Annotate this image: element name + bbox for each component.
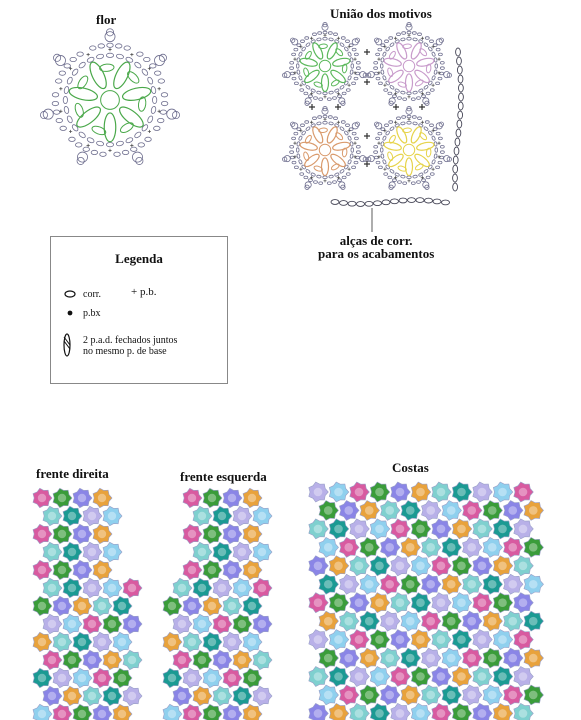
uniao-title: União dos motivos xyxy=(330,6,432,21)
flower-motif xyxy=(350,556,370,576)
flower-motif xyxy=(319,537,339,557)
flor-title: flor xyxy=(96,12,117,27)
flower-motif xyxy=(411,519,431,539)
flower-motif xyxy=(243,488,262,507)
flower-motif xyxy=(514,519,534,539)
flower-motif xyxy=(33,596,52,615)
flower-motif xyxy=(309,519,329,539)
flower-motif xyxy=(391,630,411,650)
flower-motif xyxy=(329,482,349,502)
flower-motif xyxy=(83,614,102,633)
flower-motif xyxy=(63,542,82,561)
flower-motif xyxy=(504,501,524,521)
flower-motif xyxy=(309,482,329,502)
flower-motif xyxy=(73,488,92,507)
flower-motif xyxy=(370,482,390,502)
flower-motif xyxy=(350,482,370,502)
flower-motif xyxy=(33,560,52,579)
flower-motif xyxy=(233,542,252,561)
flower-motif xyxy=(340,648,360,668)
flower-motif xyxy=(391,667,411,687)
flower-motif xyxy=(493,593,513,613)
flower-motif xyxy=(370,667,390,687)
flower-motif xyxy=(319,648,339,668)
flower-motif xyxy=(452,630,472,650)
flower-motif xyxy=(432,703,452,720)
flower-motif xyxy=(524,648,544,668)
flower-motif xyxy=(360,648,380,668)
flower-motif xyxy=(73,524,92,543)
flower-motif xyxy=(213,614,232,633)
flower-motif xyxy=(93,704,112,720)
flower-motif xyxy=(103,578,122,597)
flower-motif xyxy=(329,703,349,720)
flower-motif xyxy=(422,501,442,521)
flower-motif xyxy=(422,685,442,705)
flower-motif xyxy=(163,704,182,720)
flower-motif xyxy=(370,703,390,720)
flower-motif xyxy=(514,482,534,502)
costas-title: Costas xyxy=(392,460,429,475)
flower-motif xyxy=(63,614,82,633)
flower-motif xyxy=(401,648,421,668)
alcas-line-1: alças de corr. xyxy=(339,233,413,248)
alcas-line-2: para os acabamentos xyxy=(318,246,435,261)
flower-motif xyxy=(391,519,411,539)
flower-motif xyxy=(442,501,462,521)
flower-motif xyxy=(329,630,349,650)
flower-motif xyxy=(173,614,192,633)
flower-motif xyxy=(452,703,472,720)
flower-motif xyxy=(83,578,102,597)
flower-motif xyxy=(203,560,222,579)
flower-motif xyxy=(452,667,472,687)
flower-motif xyxy=(123,614,142,633)
flower-motif xyxy=(483,574,503,594)
flower-motif xyxy=(183,488,202,507)
flower-motif xyxy=(93,488,112,507)
flower-motif xyxy=(493,703,513,720)
flower-motif xyxy=(213,650,232,669)
flower-motif xyxy=(223,704,242,720)
flower-motif xyxy=(213,506,232,525)
flower-motif xyxy=(381,611,401,631)
flower-motif xyxy=(422,537,442,557)
flower-motif xyxy=(63,650,82,669)
flower-motif xyxy=(203,524,222,543)
flower-motif xyxy=(53,632,72,651)
flower-motif xyxy=(73,704,92,720)
flower-motif xyxy=(329,593,349,613)
flower-motif xyxy=(381,537,401,557)
flower-motif xyxy=(391,556,411,576)
flower-motif xyxy=(213,686,232,705)
flower-motif xyxy=(223,524,242,543)
pad-label-1: 2 p.a.d. fechados juntos xyxy=(83,335,178,346)
flower-motif xyxy=(463,685,483,705)
flower-motif xyxy=(319,501,339,521)
flower-motif xyxy=(432,482,452,502)
flower-motif xyxy=(381,501,401,521)
flower-motif xyxy=(43,686,62,705)
flower-motif xyxy=(213,578,232,597)
flower-motif xyxy=(83,542,102,561)
flower-motif xyxy=(103,686,122,705)
flower-motif xyxy=(452,482,472,502)
flower-motif xyxy=(504,648,524,668)
corr-label: corr. xyxy=(83,289,102,300)
flower-motif xyxy=(401,501,421,521)
flower-motif xyxy=(93,560,112,579)
flower-motif xyxy=(422,648,442,668)
flower-motif xyxy=(350,703,370,720)
flower-motif xyxy=(43,506,62,525)
flower-motif xyxy=(442,537,462,557)
flower-motif xyxy=(193,686,212,705)
flower-motif xyxy=(213,542,232,561)
flower-motif xyxy=(452,593,472,613)
flower-motif xyxy=(73,668,92,687)
flower-motif xyxy=(411,703,431,720)
flower-motif xyxy=(422,611,442,631)
flower-motif xyxy=(411,667,431,687)
flower-motif xyxy=(163,632,182,651)
flower-motif xyxy=(83,506,102,525)
flower-motif xyxy=(43,650,62,669)
flower-motif xyxy=(243,668,262,687)
flower-motif xyxy=(319,574,339,594)
flower-motif xyxy=(360,537,380,557)
flower-motif xyxy=(329,667,349,687)
flower-motif xyxy=(243,524,262,543)
flower-motif xyxy=(329,556,349,576)
flower-motif xyxy=(350,519,370,539)
flower-motif xyxy=(233,686,252,705)
flower-motif xyxy=(514,703,534,720)
flower-motif xyxy=(411,482,431,502)
flower-motif xyxy=(329,519,349,539)
flower-motif xyxy=(473,519,493,539)
flower-motif xyxy=(524,685,544,705)
flower-motif xyxy=(233,578,252,597)
flower-motif xyxy=(309,703,329,720)
flower-motif xyxy=(253,614,272,633)
flower-motif xyxy=(493,667,513,687)
flower-motif xyxy=(233,614,252,633)
flower-motif xyxy=(452,519,472,539)
flower-motif xyxy=(53,596,72,615)
flower-motif xyxy=(483,648,503,668)
flower-motif xyxy=(442,574,462,594)
flower-motif xyxy=(483,537,503,557)
flower-motif xyxy=(514,556,534,576)
flower-motif xyxy=(340,685,360,705)
flower-motif xyxy=(309,593,329,613)
flower-motif xyxy=(33,524,52,543)
flower-motif xyxy=(370,519,390,539)
flower-motif xyxy=(243,704,262,720)
flower-motif xyxy=(253,686,272,705)
flower-motif xyxy=(370,556,390,576)
flower-motif xyxy=(243,560,262,579)
flower-motif xyxy=(463,501,483,521)
flower-motif xyxy=(253,650,272,669)
flower-motif xyxy=(113,704,132,720)
flower-motif xyxy=(411,593,431,613)
flower-motif xyxy=(442,648,462,668)
frente-direita-grid xyxy=(33,488,142,720)
flower-motif xyxy=(63,506,82,525)
flower-motif xyxy=(340,537,360,557)
flower-motif xyxy=(483,611,503,631)
flower-motif xyxy=(123,578,142,597)
flower-motif xyxy=(411,556,431,576)
flower-motif xyxy=(504,611,524,631)
flower-motif xyxy=(253,506,272,525)
flower-motif xyxy=(432,593,452,613)
flower-motif xyxy=(93,524,112,543)
flower-motif xyxy=(163,668,182,687)
flower-motif xyxy=(463,611,483,631)
flower-motif xyxy=(524,574,544,594)
flower-motif xyxy=(514,593,534,613)
flower-motif xyxy=(253,578,272,597)
flower-motif xyxy=(360,574,380,594)
flower-motif xyxy=(223,488,242,507)
flower-motif xyxy=(183,632,202,651)
flower-motif xyxy=(473,556,493,576)
flower-motif xyxy=(93,632,112,651)
flower-motif xyxy=(203,704,222,720)
flower-motif xyxy=(53,524,72,543)
flower-motif xyxy=(173,578,192,597)
flower-motif xyxy=(391,703,411,720)
flower-motif xyxy=(163,596,182,615)
flower-motif xyxy=(113,596,132,615)
flower-motif xyxy=(360,501,380,521)
flower-motif xyxy=(93,596,112,615)
flower-motif xyxy=(83,686,102,705)
flower-motif xyxy=(223,632,242,651)
flower-motif xyxy=(493,630,513,650)
flower-motif xyxy=(193,542,212,561)
flower-motif xyxy=(113,668,132,687)
flower-motif xyxy=(483,685,503,705)
flower-motif xyxy=(63,578,82,597)
flower-motif xyxy=(243,632,262,651)
flower-motif xyxy=(463,648,483,668)
flower-motif xyxy=(483,501,503,521)
flower-motif xyxy=(193,614,212,633)
flower-motif xyxy=(243,596,262,615)
frente-direita-title: frente direita xyxy=(36,466,109,481)
flower-motif xyxy=(463,537,483,557)
flower-motif xyxy=(73,596,92,615)
flower-motif xyxy=(223,560,242,579)
flower-motif xyxy=(370,593,390,613)
flower-motif xyxy=(123,686,142,705)
frente-esquerda-grid xyxy=(163,488,272,720)
flower-motif xyxy=(514,667,534,687)
flower-motif xyxy=(33,668,52,687)
flower-motif xyxy=(350,593,370,613)
flower-motif xyxy=(33,488,52,507)
flower-motif xyxy=(83,650,102,669)
flower-motif xyxy=(473,667,493,687)
flower-motif xyxy=(524,501,544,521)
flower-motif xyxy=(401,611,421,631)
flower-motif xyxy=(452,556,472,576)
flower-motif xyxy=(63,686,82,705)
flower-motif xyxy=(193,650,212,669)
flower-motif xyxy=(360,685,380,705)
flower-motif xyxy=(193,578,212,597)
flower-motif xyxy=(493,482,513,502)
flower-motif xyxy=(473,630,493,650)
flower-motif xyxy=(233,506,252,525)
flower-motif xyxy=(183,524,202,543)
flower-motif xyxy=(442,685,462,705)
flower-motif xyxy=(43,614,62,633)
flower-motif xyxy=(53,560,72,579)
flower-motif xyxy=(381,648,401,668)
flower-motif xyxy=(442,611,462,631)
flower-motif xyxy=(463,574,483,594)
flower-motif xyxy=(381,574,401,594)
flower-motif xyxy=(391,482,411,502)
flower-motif xyxy=(432,630,452,650)
flower-motif xyxy=(504,685,524,705)
flower-motif xyxy=(309,667,329,687)
flower-motif xyxy=(350,630,370,650)
flower-motif xyxy=(473,703,493,720)
flower-motif xyxy=(123,650,142,669)
flower-motif xyxy=(33,704,52,720)
flower-motif xyxy=(401,537,421,557)
flower-motif xyxy=(309,556,329,576)
flower-motif xyxy=(223,668,242,687)
flower-motif xyxy=(524,611,544,631)
flower-motif xyxy=(43,542,62,561)
flower-motif xyxy=(103,650,122,669)
flower-motif xyxy=(319,611,339,631)
flower-motif xyxy=(422,574,442,594)
flower-motif xyxy=(73,560,92,579)
flower-motif xyxy=(524,537,544,557)
flower-motif xyxy=(504,537,524,557)
flower-motif xyxy=(473,593,493,613)
flower-motif xyxy=(253,542,272,561)
flower-motif xyxy=(73,632,92,651)
costas-grid xyxy=(309,482,544,720)
flower-motif xyxy=(504,574,524,594)
frente-esquerda-title: frente esquerda xyxy=(180,469,267,484)
flower-motif xyxy=(432,667,452,687)
flower-motif xyxy=(183,668,202,687)
flower-motif xyxy=(514,630,534,650)
pb-label: + p.b. xyxy=(131,286,157,298)
legend-title: Legenda xyxy=(115,251,163,266)
flower-motif xyxy=(360,611,380,631)
flower-motif xyxy=(203,488,222,507)
flower-motif xyxy=(33,632,52,651)
flower-motif xyxy=(370,630,390,650)
flower-motif xyxy=(203,632,222,651)
flower-motif xyxy=(193,506,212,525)
flower-motif xyxy=(53,704,72,720)
flower-motif xyxy=(223,596,242,615)
flower-motif xyxy=(432,519,452,539)
flower-motif xyxy=(319,685,339,705)
flower-motif xyxy=(340,611,360,631)
flower-motif xyxy=(233,650,252,669)
flower-motif xyxy=(103,614,122,633)
flower-motif xyxy=(401,574,421,594)
flower-motif xyxy=(93,668,112,687)
flower-motif xyxy=(183,560,202,579)
flower-motif xyxy=(53,668,72,687)
flower-motif xyxy=(401,685,421,705)
flower-motif xyxy=(103,542,122,561)
flower-motif xyxy=(391,593,411,613)
flower-motif xyxy=(473,482,493,502)
flower-motif xyxy=(432,556,452,576)
flower-motif xyxy=(173,686,192,705)
flower-motif xyxy=(411,630,431,650)
flower-motif xyxy=(103,506,122,525)
flower-motif xyxy=(350,667,370,687)
flower-motif xyxy=(203,596,222,615)
flower-motif xyxy=(203,668,222,687)
flower-motif xyxy=(53,488,72,507)
flower-motif xyxy=(43,578,62,597)
flower-motif xyxy=(113,632,132,651)
flower-motif xyxy=(183,596,202,615)
flower-motif xyxy=(173,650,192,669)
flower-motif xyxy=(340,501,360,521)
flower-motif xyxy=(309,630,329,650)
flower-motif xyxy=(183,704,202,720)
flower-motif xyxy=(493,519,513,539)
pad-label-2: no mesmo p. de base xyxy=(83,346,167,357)
flower-motif xyxy=(381,685,401,705)
pbx-label: p.bx xyxy=(83,308,101,319)
flower-motif xyxy=(340,574,360,594)
flower-motif xyxy=(493,556,513,576)
